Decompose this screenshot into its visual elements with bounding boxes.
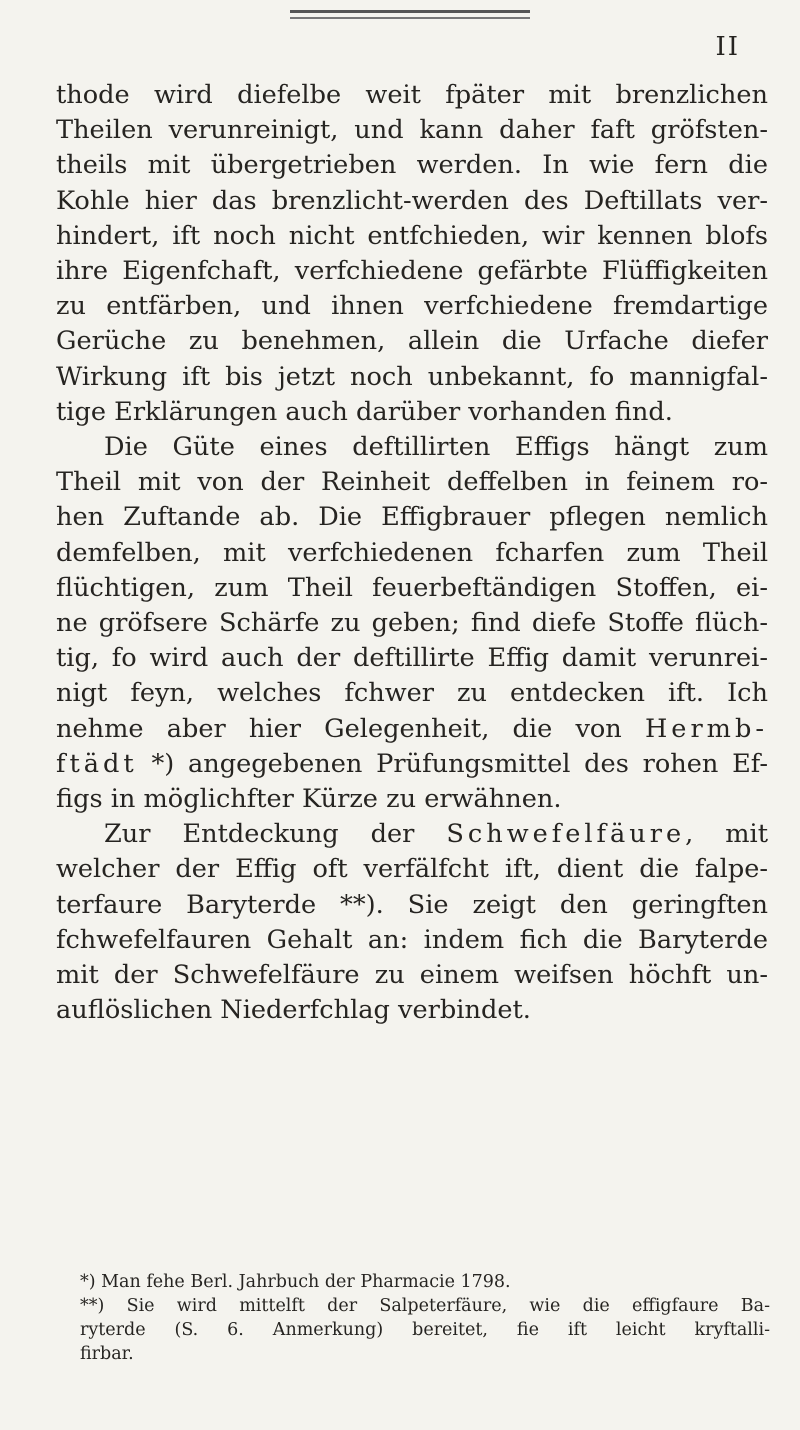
text-line: theils mit übergetrieben werden. In wie fern die	[56, 150, 768, 181]
text-line: Gerüche zu benehmen, allein die Urfache diefer	[56, 326, 768, 357]
text-line	[56, 712, 768, 747]
text-line: figs in möglichfter Kürze zu erwähnen.	[56, 784, 562, 815]
text-line: Die Güte eines deftillirten Effigs hängt zum	[104, 432, 768, 463]
paragraph-2	[56, 430, 768, 817]
text-line: tige Erklärungen auch darüber vorhanden find.	[56, 396, 673, 427]
text-line	[56, 817, 768, 852]
emphasis-spaced: Schwefelfäure	[446, 819, 686, 850]
text-run: , mit	[685, 819, 768, 850]
footnotes	[80, 1270, 770, 1366]
author-name-spaced: Hermb-	[644, 713, 768, 744]
text-line: welcher der Effig oft verfälfcht ift, dient die falpe-	[56, 854, 768, 885]
text-line: zu entfärben, und ihnen verfchiedene fremdartige	[56, 291, 768, 322]
paragraph-3	[56, 817, 768, 1028]
text-line: Kohle hier das brenzlicht-werden des Deftillats ver-	[56, 185, 768, 216]
author-name-spaced: ftädt	[56, 748, 138, 779]
text-line: ihre Eigenfchaft, verfchiedene gefärbte Flüffigkeiten	[56, 256, 768, 287]
text-line: Theilen verunreinigt, und kann daher faft gröfsten-	[56, 115, 768, 146]
text-line: flüchtigen, zum Theil feuerbeftändigen Stoffen, ei-	[56, 572, 768, 603]
text-line: fchwefelfauren Gehalt an: indem fich die Baryterde	[56, 924, 768, 955]
text-line: ne gröfsere Schärfe zu geben; find diefe Stoffe flüch-	[56, 608, 768, 639]
text-run: *) angegebenen Prüfungsmittel des rohen Ef-	[137, 748, 768, 779]
page-number: II	[715, 32, 740, 62]
text-line: demfelben, mit verfchiedenen fcharfen zum Theil	[56, 537, 768, 568]
text-line	[56, 747, 768, 782]
footnote-line: *) Man fehe Berl. Jahrbuch der Pharmacie 1798.	[80, 1272, 511, 1292]
text-line: hen Zuftande ab. Die Effigbrauer pflegen nemlich	[56, 502, 768, 533]
text-run: Zur Entdeckung der	[104, 819, 447, 850]
text-line: mit der Schwefelfäure zu einem weifsen höchft un-	[56, 960, 768, 991]
body-text	[56, 78, 768, 1028]
text-line: auflöslichen Niederfchlag verbindet.	[56, 995, 531, 1026]
text-line: Wirkung ift bis jetzt noch unbekannt, fo mannigfal-	[56, 361, 768, 392]
text-line: nigt feyn, welches fchwer zu entdecken ift. Ich	[56, 678, 768, 709]
text-line: tig, fo wird auch der deftillirte Effig damit verunrei-	[56, 643, 768, 674]
text-line: hindert, ift noch nicht entfchieden, wir kennen blofs	[56, 220, 768, 251]
text-line: terfaure Baryterde **). Sie zeigt den geringften	[56, 889, 768, 920]
footnote-line: ryterde (S. 6. Anmerkung) bereitet, fie ift leicht kryftalli-	[80, 1320, 770, 1340]
footnote-line: firbar.	[80, 1344, 134, 1364]
header-rule	[290, 10, 530, 24]
text-line: Theil mit von der Reinheit deffelben in feinem ro-	[56, 467, 768, 498]
footnote-line: **) Sie wird mittelft der Salpeterfäure, wie die effigfaure Ba-	[80, 1296, 770, 1316]
paragraph-1	[56, 78, 768, 430]
text-run: nehme aber hier Gelegenheit, die von	[56, 713, 645, 744]
text-line: thode wird diefelbe weit fpäter mit brenzlichen	[56, 80, 768, 110]
